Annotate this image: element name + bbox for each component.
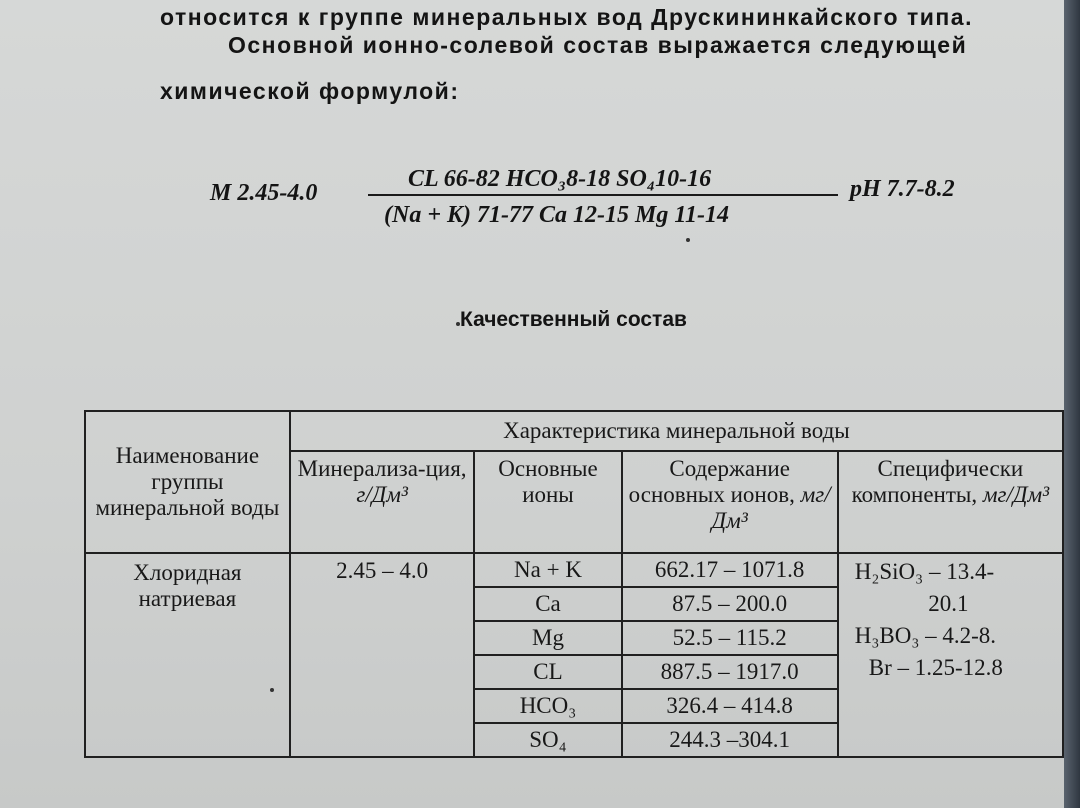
content-cell: 87.5 – 200.0 [622,587,838,621]
group-name-cell [85,553,290,757]
content-cell: 52.5 – 115.2 [622,621,838,655]
fraction-bar [368,194,838,196]
speck-mark [686,238,690,242]
ion-cell: Na + K [474,553,621,587]
header-ions [474,451,621,553]
header-specific [838,451,1063,553]
content-cell: 244.3 –304.1 [622,723,838,757]
header-specific-unit: мг/Дм³ [982,482,1050,507]
header-mineralization-unit: г/Дм³ [356,482,408,507]
content-cell: 326.4 – 414.8 [622,689,838,723]
formula-denominator: (Na + K) 71-77 Ca 12-15 Mg 11-14 [384,202,729,228]
ion-cell: CL [474,655,621,689]
section-title: Качественный состав [460,308,687,331]
table-row [85,553,1063,587]
background-edge [1064,0,1080,808]
content-cell: 887.5 – 1917.0 [622,655,838,689]
header-content-text: Содержание основных ионов, [628,456,795,507]
specific-line-2: 20.1 [928,591,969,616]
header-group-name [85,411,290,553]
specific-line-4: Br – 1.25-12.8 [868,655,1003,680]
header-content [622,451,838,553]
header-specific-text: Специфически компоненты, [851,456,1024,507]
speck-mark [456,322,460,326]
ion-cell: HCO₃ [474,689,621,723]
mineralization-cell [290,553,475,757]
header-ions-text: Основные ионы [498,456,598,507]
mineralization-value: 2.45 – 4.0 [336,558,429,583]
intro-line-3: химической формулой: [160,78,460,104]
ion-cell: Ca [474,587,621,621]
intro-line-1: относится к группе минеральных вод Друскининкайского типа. [160,4,973,30]
header-characteristics: Характеристика минеральной воды [290,411,1063,451]
formula-numerator: CL 66-82 HCO₃8-18 SO₄10-16 [408,166,712,192]
intro-line-2: Основной ионно-солевой состав выражается следующей [228,32,968,58]
composition-table [84,410,1064,758]
content-cell: 662.17 – 1071.8 [622,553,838,587]
header-mineralization [290,451,475,553]
ion-cell: SO₄ [474,723,621,757]
specific-components-cell [838,553,1063,757]
header-mineralization-text: Минерализа-ция, [297,456,467,481]
specific-line-1: H₂SiO₃ – 13.4- [854,559,995,584]
header-content-unit: мг/Дм³ [711,482,831,533]
formula-ph: pH 7.7-8.2 [850,176,955,202]
specific-line-3: H₃BO₃ – 4.2-8. [854,623,997,648]
header-group-name-text: Наименование группы минеральной воды [95,443,280,520]
group-name: Хлоридная натриевая [133,560,242,611]
speck-mark [270,688,274,692]
formula-mineralization: M 2.45-4.0 [210,180,318,206]
ion-cell: Mg [474,621,621,655]
